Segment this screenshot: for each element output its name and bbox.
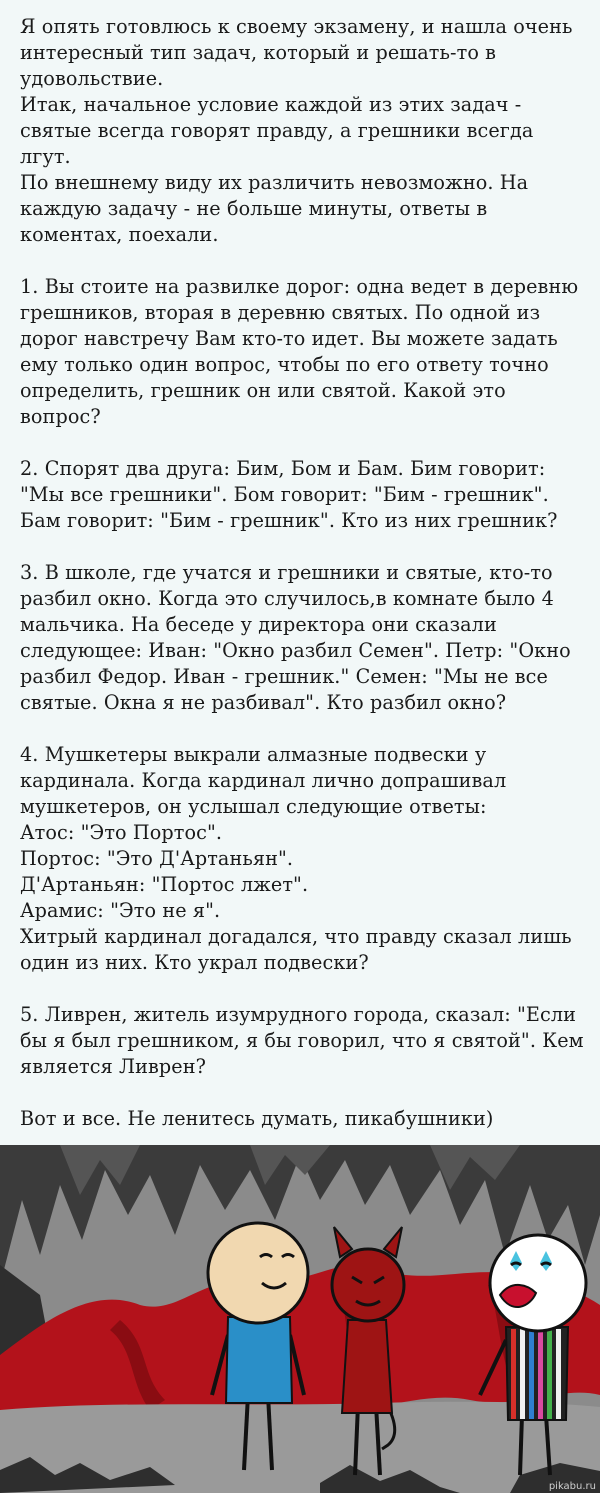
text-line: Портос: "Это Д'Артаньян".	[20, 847, 294, 870]
text-line: "Мы все грешники". Бом говорит: "Бим - грешник".	[20, 483, 549, 506]
text-line: Итак, начальное условие каждой из этих задач -	[20, 93, 522, 116]
text-line: вопрос?	[20, 405, 101, 428]
outro-paragraph	[20, 1106, 588, 1132]
text-line: 5. Ливрен, житель изумрудного города, сказал: "Если	[20, 1003, 577, 1026]
task-4	[20, 742, 588, 976]
text-line: святые всегда говорят правду, а грешники всегда лгут.	[20, 119, 534, 168]
paragraph-gap	[20, 976, 588, 1002]
paragraph-gap	[20, 248, 588, 274]
leg	[520, 1415, 522, 1475]
task-1	[20, 274, 588, 430]
text-line: ему только один вопрос, чтобы по его ответу точно	[20, 353, 549, 376]
text-line: мальчика. На беседе у директора они сказали	[20, 613, 497, 636]
paragraph-gap	[20, 716, 588, 742]
text-line: Я опять готовлюсь к своему экзамену, и нашла очень	[20, 15, 573, 38]
text-line: разбил окно. Когда это случилось,в комнате было 4	[20, 587, 554, 610]
text-line: следующее: Иван: "Окно разбил Семен". Петр: "Окно	[20, 639, 571, 662]
text-line: 1. Вы стоите на развилке дорог: одна ведет в деревню	[20, 275, 579, 298]
text-line: разбил Федор. Иван - грешник." Семен: "Мы не все	[20, 665, 548, 688]
intro-paragraph	[20, 14, 588, 248]
comic-illustration	[0, 1145, 600, 1493]
paragraph-gap	[20, 534, 588, 560]
text-line: грешников, вторая в деревню святых. По одной из	[20, 301, 541, 324]
text-line: бы я был грешником, я бы говорил, что я святой". Кем	[20, 1029, 584, 1052]
text-line: является Ливрен?	[20, 1055, 207, 1078]
text-line: 2. Спорят два друга: Бим, Бом и Бам. Бим говорит:	[20, 457, 546, 480]
text-line: кардинала. Когда кардинал лично допрашивал	[20, 769, 507, 792]
text-line: один из них. Кто украл подвески?	[20, 951, 369, 974]
text-line: Арамис: "Это не я".	[20, 899, 221, 922]
head	[208, 1223, 308, 1323]
text-line: каждую задачу - не больше минуты, ответы в	[20, 197, 488, 220]
text-line: Д'Артаньян: "Портос лжет".	[20, 873, 309, 896]
shirt	[226, 1317, 292, 1403]
text-line: мушкетеров, он услышал следующие ответы:	[20, 795, 487, 818]
text-line: Вот и все. Не ленитесь думать, пикабушники)	[20, 1107, 494, 1130]
text-line: Бам говорит: "Бим - грешник". Кто из них грешник?	[20, 509, 558, 532]
text-line: дорог навстречу Вам кто-то идет. Вы можете задать	[20, 327, 558, 350]
clown-head	[490, 1235, 586, 1331]
text-line: 3. В школе, где учатся и грешники и святые, кто-то	[20, 561, 553, 584]
task-2	[20, 456, 588, 534]
paragraph-gap	[20, 1080, 588, 1106]
text-line: коментах, поехали.	[20, 223, 219, 246]
watermark: pikabu.ru	[548, 1481, 596, 1492]
text-line: По внешнему виду их различить невозможно. На	[20, 171, 529, 194]
paragraph-gap	[20, 430, 588, 456]
text-line: святые. Окна я не разбивал". Кто разбил окно?	[20, 691, 507, 714]
text-line: 4. Мушкетеры выкрали алмазные подвески у	[20, 743, 487, 766]
text-line: интересный тип задач, который и решать-то в	[20, 41, 497, 64]
text-line: удовольствие.	[20, 67, 164, 90]
devil-head	[332, 1249, 404, 1321]
text-line: Атос: "Это Портос".	[20, 821, 223, 844]
task-3	[20, 560, 588, 716]
post-text	[20, 14, 588, 1132]
devil-body	[342, 1320, 392, 1413]
text-line: Хитрый кардинал догадался, что правду сказал лишь	[20, 925, 572, 948]
task-5	[20, 1002, 588, 1080]
text-line: определить, грешник он или святой. Какой это	[20, 379, 506, 402]
